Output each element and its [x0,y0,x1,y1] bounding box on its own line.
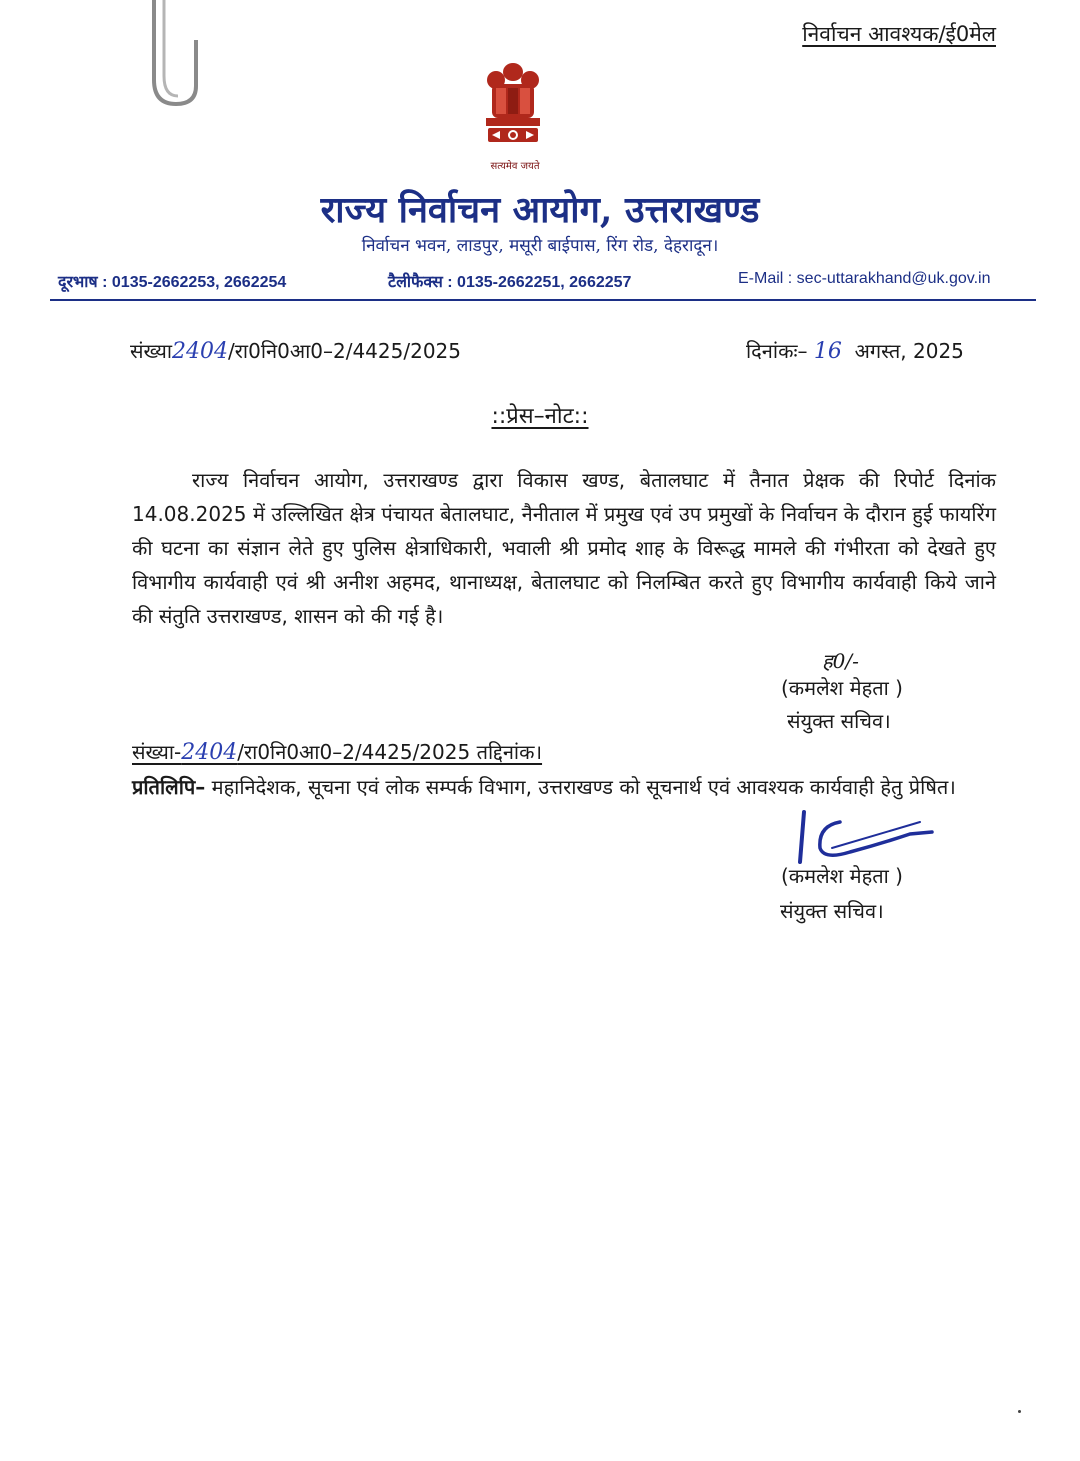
phone-number: दूरभाष : 0135-2662253, 2662254 [58,274,287,291]
copy-signatory-name: (कमलेश मेहता ) [781,864,903,888]
reference-prefix: संख्या [130,339,172,363]
email-address: E-Mail : sec-uttarakhand@uk.gov.in [738,270,991,287]
emblem-motto: सत्यमेव जयते [490,161,540,172]
handwritten-day: 16 [813,339,842,364]
copy-handwritten-number: 2404 [181,740,238,765]
scan-speck [1018,1410,1021,1413]
national-emblem-icon [478,60,548,156]
handwritten-number: 2404 [172,339,228,364]
organization-address: निर्वाचन भवन, लाडपुर, मसूरी बाईपास, रिंग रोड, देहरादून। [361,236,719,256]
header-divider [50,299,1036,301]
copy-ref-suffix: /रा0नि0आ0–2/4425/2025 तद्दिनांक। [237,740,543,764]
date-month-year: अगस्त, 2025 [854,339,964,363]
organization-name: राज्य निर्वाचन आयोग, उत्तराखण्ड [320,189,760,231]
signatory-name: (कमलेश मेहता ) [781,676,903,700]
signature-mark: ह0/- [822,649,859,673]
reference-suffix: /रा0नि0आ0–2/4425/2025 [228,339,461,363]
paper-clip-icon [140,0,210,115]
letter-date [746,337,964,364]
handwritten-signature-icon [770,800,950,870]
press-note-title: ::प्रेस–नोट:: [491,404,589,429]
date-label: दिनांकः– [746,339,808,363]
top-note: निर्वाचन आवश्यक/ई0मेल [802,22,996,46]
copy-signatory-designation: संयुक्त सचिव। [780,899,884,923]
copy-text: महानिदेशक, सूचना एवं लोक सम्पर्क विभाग, उत्तराखण्ड को सूचनार्थ एवं आवश्यक कार्यवाही हेतु प्रेषित। [205,775,956,799]
copy-label: प्रतिलिपि– [132,775,206,799]
copy-reference-number [132,738,542,765]
fax-number: टैलीफैक्स : 0135-2662251, 2662257 [388,274,632,291]
reference-number [130,337,461,364]
signatory-designation: संयुक्त सचिव। [787,709,891,733]
copy-ref-prefix: संख्या- [132,740,182,764]
press-note-body: राज्य निर्वाचन आयोग, उत्तराखण्ड द्वारा विकास खण्ड, बेतालघाट में तैनात प्रेक्षक की रिपोर्ट दिनांक 14.08.2025 में उल्लिखित क्षेत्र पंचायत बेतालघाट, नैनीताल में प्रमुख एवं उप प्रमुखों के निर्वाचन के दौरान हुई फायरिंग की घटना का संज्ञान लेते हुए पुलिस क्षेत्राधिकारी, भवाली श्री प्रमोद शाह के विरूद्ध मामले की गंभीरता को देखते हुए विभागीय कार्यवाही एवं श्री अनीश अहमद, थानाध्यक्ष, बेतालघाट को निलम्बित करते हुए विभागीय कार्यवाही किये जाने की संतुति उत्तराखण्ड, शासन को की गई है। [132,468,996,628]
